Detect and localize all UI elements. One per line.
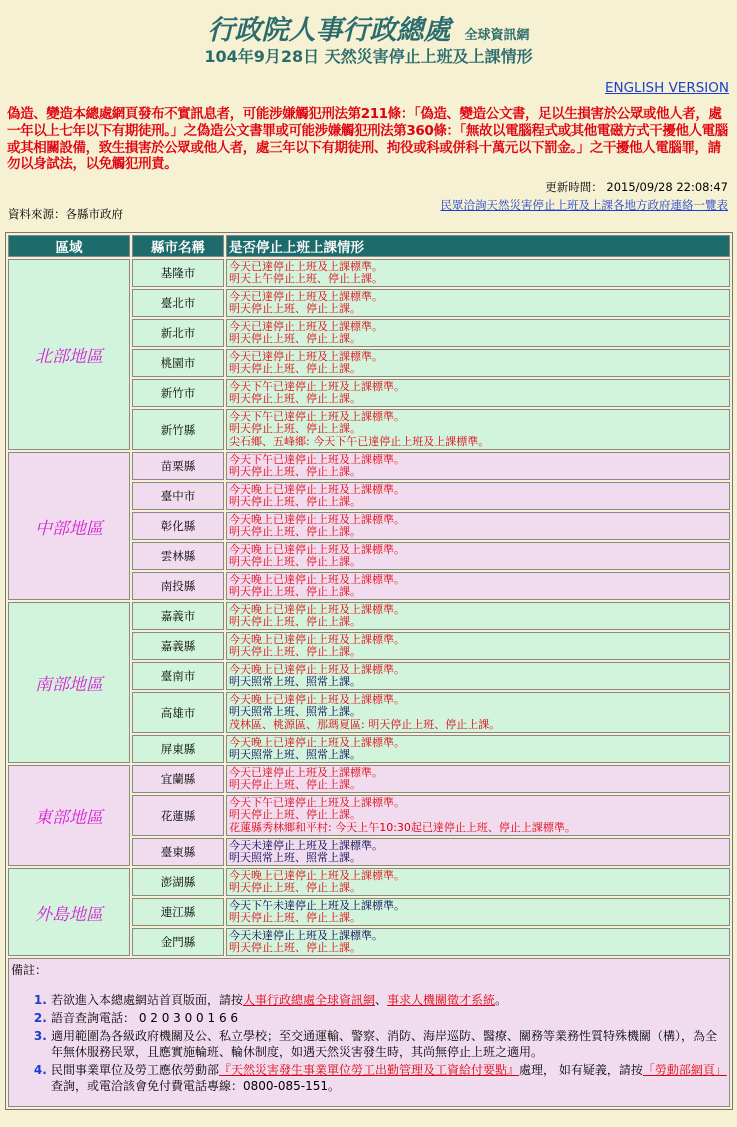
city-name: 臺北市 — [132, 289, 224, 317]
note-item-3 — [51, 1028, 727, 1060]
status-cell — [226, 632, 730, 660]
status-line: 明天停止上班、停止上課。 — [229, 495, 361, 508]
city-name: 新竹市 — [132, 379, 224, 407]
update-time: 更新時間： 2015/09/28 22:08:47 — [545, 180, 728, 194]
status-line: 明天上午停止上班、停止上課。 — [229, 272, 383, 285]
table-row — [8, 868, 730, 896]
note-item-2 — [51, 1010, 727, 1026]
city-name: 連江縣 — [132, 898, 224, 926]
status-cell — [226, 928, 730, 956]
city-name: 雲林縣 — [132, 542, 224, 570]
notes-label: 備註： — [11, 963, 48, 977]
city-name: 屏東縣 — [132, 735, 224, 763]
status-line: 茂林區、桃源區、那瑪夏區: 明天停止上班、停止上課。 — [229, 717, 501, 731]
notes-list — [11, 992, 727, 1094]
status-cell — [226, 602, 730, 630]
status-line: 今天晚上已達停止上班及上課標準。 — [229, 512, 405, 526]
status-line: 今天晚上已達停止上班及上課標準。 — [229, 482, 405, 496]
status-line: 明天停止上班、停止上課。 — [229, 422, 361, 436]
status-line: 今天晚上已達停止上班及上課標準。 — [229, 735, 405, 749]
header-city: 縣市名稱 — [132, 235, 224, 257]
status-line: 明天停止上班、停止上課。 — [229, 302, 361, 315]
status-line: 今天下午已達停止上班及上課標準。 — [229, 410, 405, 424]
english-version-link[interactable]: ENGLISH VERSION — [604, 80, 729, 96]
labor-guideline-link[interactable]: 『天然災害發生事業單位勞工出勤管理及工資給付要點』 — [219, 1063, 520, 1077]
table-header-row — [8, 235, 730, 257]
status-line: 明天停止上班、停止上課。 — [229, 585, 361, 598]
status-line: 今天下午已達停止上班及上課標準。 — [229, 452, 405, 466]
note-item-1 — [51, 992, 727, 1008]
status-line: 尖石鄉、五峰鄉: 今天下午已達停止上班及上課標準。 — [229, 434, 490, 448]
status-line: 明天停止上班、停止上課。 — [229, 525, 361, 538]
city-name: 花蓮縣 — [132, 795, 224, 836]
region-name: 南部地區 — [8, 602, 130, 763]
city-name: 苗栗縣 — [132, 452, 224, 480]
status-line: 明天照常上班、照常上課。 — [229, 705, 361, 719]
status-cell — [226, 572, 730, 600]
legal-warning: 偽造、變造本總處網頁發布不實訊息者，可能涉嫌觸犯刑法第211條：「偽造、變造公文書，足以生損害於公眾或他人者，處一年以上七年以下有期徒刑。」之偽造公文書罪或可能涉嫌觸犯刑法第360條：「無故以電腦程式或其他電磁方式干擾他人電腦或其相關設備，致生損害於公眾或他人者，處三年以下有期徒刑、拘役或科或併科十萬元以下罰金。」之干擾他人電腦罪，請勿以身試法，以免觸犯刑責。 — [7, 106, 728, 173]
status-cell — [226, 542, 730, 570]
region-name: 外島地區 — [8, 868, 130, 956]
note-text: 適用範圍為各級政府機關及公、私立學校；至交通運輸、警察、消防、海岸巡防、醫療、關務等業務性質特殊機關（構），為全年無休服務民眾，且應實施輪班、輪休制度，如遇天然災害發生時，其尚無停止上班之適用。 — [51, 1029, 718, 1059]
status-line: 今天晚上已達停止上班及上課標準。 — [229, 572, 405, 586]
city-name: 新北市 — [132, 319, 224, 347]
status-line: 明天停止上班、停止上課。 — [229, 465, 361, 478]
status-line: 今天已達停止上班及上課標準。 — [229, 319, 383, 333]
note-item-4 — [51, 1062, 727, 1094]
note-text: 查詢，或電洽該會免付費電話專線：0800-085-151。 — [51, 1079, 341, 1093]
status-line: 明天停止上班、停止上課。 — [229, 362, 361, 375]
status-line: 明天停止上班、停止上課。 — [229, 911, 361, 924]
note-text: 。 — [495, 993, 508, 1007]
status-line: 明天停止上班、停止上課。 — [229, 332, 361, 345]
status-line: 明天照常上班、照常上課。 — [229, 851, 361, 864]
site-title — [0, 8, 737, 47]
status-cell — [226, 735, 730, 763]
org-title: 行政院人事行政總處 — [207, 15, 451, 46]
status-line: 今天晚上已達停止上班及上課標準。 — [229, 632, 405, 646]
city-name: 宜蘭縣 — [132, 765, 224, 793]
status-cell — [226, 289, 730, 317]
note-text: 處理， 如有疑義，請按 — [519, 1063, 643, 1077]
status-line: 今天已達停止上班及上課標準。 — [229, 765, 383, 779]
status-cell — [226, 795, 730, 836]
table-row — [8, 452, 730, 480]
status-line: 今天已達停止上班及上課標準。 — [229, 349, 383, 363]
status-line: 今天已達停止上班及上課標準。 — [229, 289, 383, 303]
status-line: 今天已達停止上班及上課標準。 — [229, 259, 383, 273]
status-line: 今天晚上已達停止上班及上課標準。 — [229, 868, 405, 882]
note-text: 若欲進入本總處網站首頁版面，請按 — [51, 993, 244, 1007]
status-line: 明天停止上班、停止上課。 — [229, 881, 361, 894]
header-region: 區域 — [8, 235, 130, 257]
table-row — [8, 259, 730, 287]
note-text: 、 — [375, 993, 388, 1007]
status-cell — [226, 838, 730, 866]
status-cell — [226, 319, 730, 347]
status-line: 明天停止上班、停止上課。 — [229, 778, 361, 791]
status-cell — [226, 692, 730, 733]
status-line: 明天停止上班、停止上課。 — [229, 392, 361, 405]
status-line: 明天照常上班、照常上課。 — [229, 675, 361, 688]
status-line: 明天停止上班、停止上課。 — [229, 808, 361, 822]
status-cell — [226, 765, 730, 793]
status-cell — [226, 898, 730, 926]
data-source: 資料來源：各縣市政府 — [8, 207, 123, 221]
labor-ministry-link[interactable]: 「勞動部網頁」 — [642, 1063, 727, 1077]
dgpa-site-link[interactable]: 人事行政總處全球資訊網 — [243, 993, 376, 1007]
page-title: 104年9月28日 天然災害停止上班及上課情形 — [204, 47, 533, 66]
region-name: 東部地區 — [8, 765, 130, 866]
status-line: 今天下午已達停止上班及上課標準。 — [229, 379, 405, 393]
status-line: 今天未達停止上班及上課標準。 — [229, 928, 383, 942]
region-name: 北部地區 — [8, 259, 130, 450]
table-row — [8, 765, 730, 793]
status-cell — [226, 452, 730, 480]
status-line: 今天晚上已達停止上班及上課標準。 — [229, 542, 405, 556]
header-status: 是否停止上班上課情形 — [226, 235, 730, 257]
city-name: 南投縣 — [132, 572, 224, 600]
status-cell — [226, 379, 730, 407]
region-name: 中部地區 — [8, 452, 130, 600]
closure-table — [5, 232, 733, 1110]
note-text: 語音查詢電話： 0 2 0 3 0 0 1 6 6 — [51, 1011, 239, 1025]
city-name: 嘉義縣 — [132, 632, 224, 660]
contact-list-link[interactable]: 民眾洽詢天然災害停止上班及上課各地方政府連絡一覽表 — [440, 198, 728, 212]
status-cell — [226, 409, 730, 450]
status-line: 今天下午已達停止上班及上課標準。 — [229, 796, 405, 810]
job-system-link[interactable]: 事求人機關徵才系統 — [387, 993, 496, 1007]
city-name: 嘉義市 — [132, 602, 224, 630]
status-cell — [226, 868, 730, 896]
status-cell — [226, 259, 730, 287]
status-cell — [226, 349, 730, 377]
status-line: 今天晚上已達停止上班及上課標準。 — [229, 602, 405, 616]
city-name: 高雄市 — [132, 692, 224, 733]
notes-section — [8, 958, 730, 1107]
table-row — [8, 602, 730, 630]
city-name: 澎湖縣 — [132, 868, 224, 896]
status-line: 明天照常上班、照常上課。 — [229, 748, 361, 761]
status-line: 今天晚上已達停止上班及上課標準。 — [229, 693, 405, 707]
site-name: 全球資訊網 — [464, 28, 530, 43]
status-line: 明天停止上班、停止上課。 — [229, 941, 361, 954]
city-name: 臺東縣 — [132, 838, 224, 866]
city-name: 基隆市 — [132, 259, 224, 287]
status-line: 今天下午未達停止上班及上課標準。 — [229, 898, 405, 912]
city-name: 金門縣 — [132, 928, 224, 956]
status-line: 今天未達停止上班及上課標準。 — [229, 838, 383, 852]
table-body — [8, 259, 730, 956]
note-text: 民間事業單位及勞工應依勞動部 — [51, 1063, 220, 1077]
status-line: 花蓮縣秀林鄉和平村: 今天上午10:30起已達停止上班、停止上課標準。 — [229, 820, 576, 834]
city-name: 新竹縣 — [132, 409, 224, 450]
status-cell — [226, 482, 730, 510]
city-name: 彰化縣 — [132, 512, 224, 540]
city-name: 臺中市 — [132, 482, 224, 510]
status-line: 明天停止上班、停止上課。 — [229, 615, 361, 628]
status-cell — [226, 662, 730, 690]
status-line: 明天停止上班、停止上課。 — [229, 555, 361, 568]
notes-row — [8, 958, 730, 1107]
city-name: 桃園市 — [132, 349, 224, 377]
status-cell — [226, 512, 730, 540]
status-line: 明天停止上班、停止上課。 — [229, 645, 361, 658]
status-line: 今天晚上已達停止上班及上課標準。 — [229, 662, 405, 676]
city-name: 臺南市 — [132, 662, 224, 690]
